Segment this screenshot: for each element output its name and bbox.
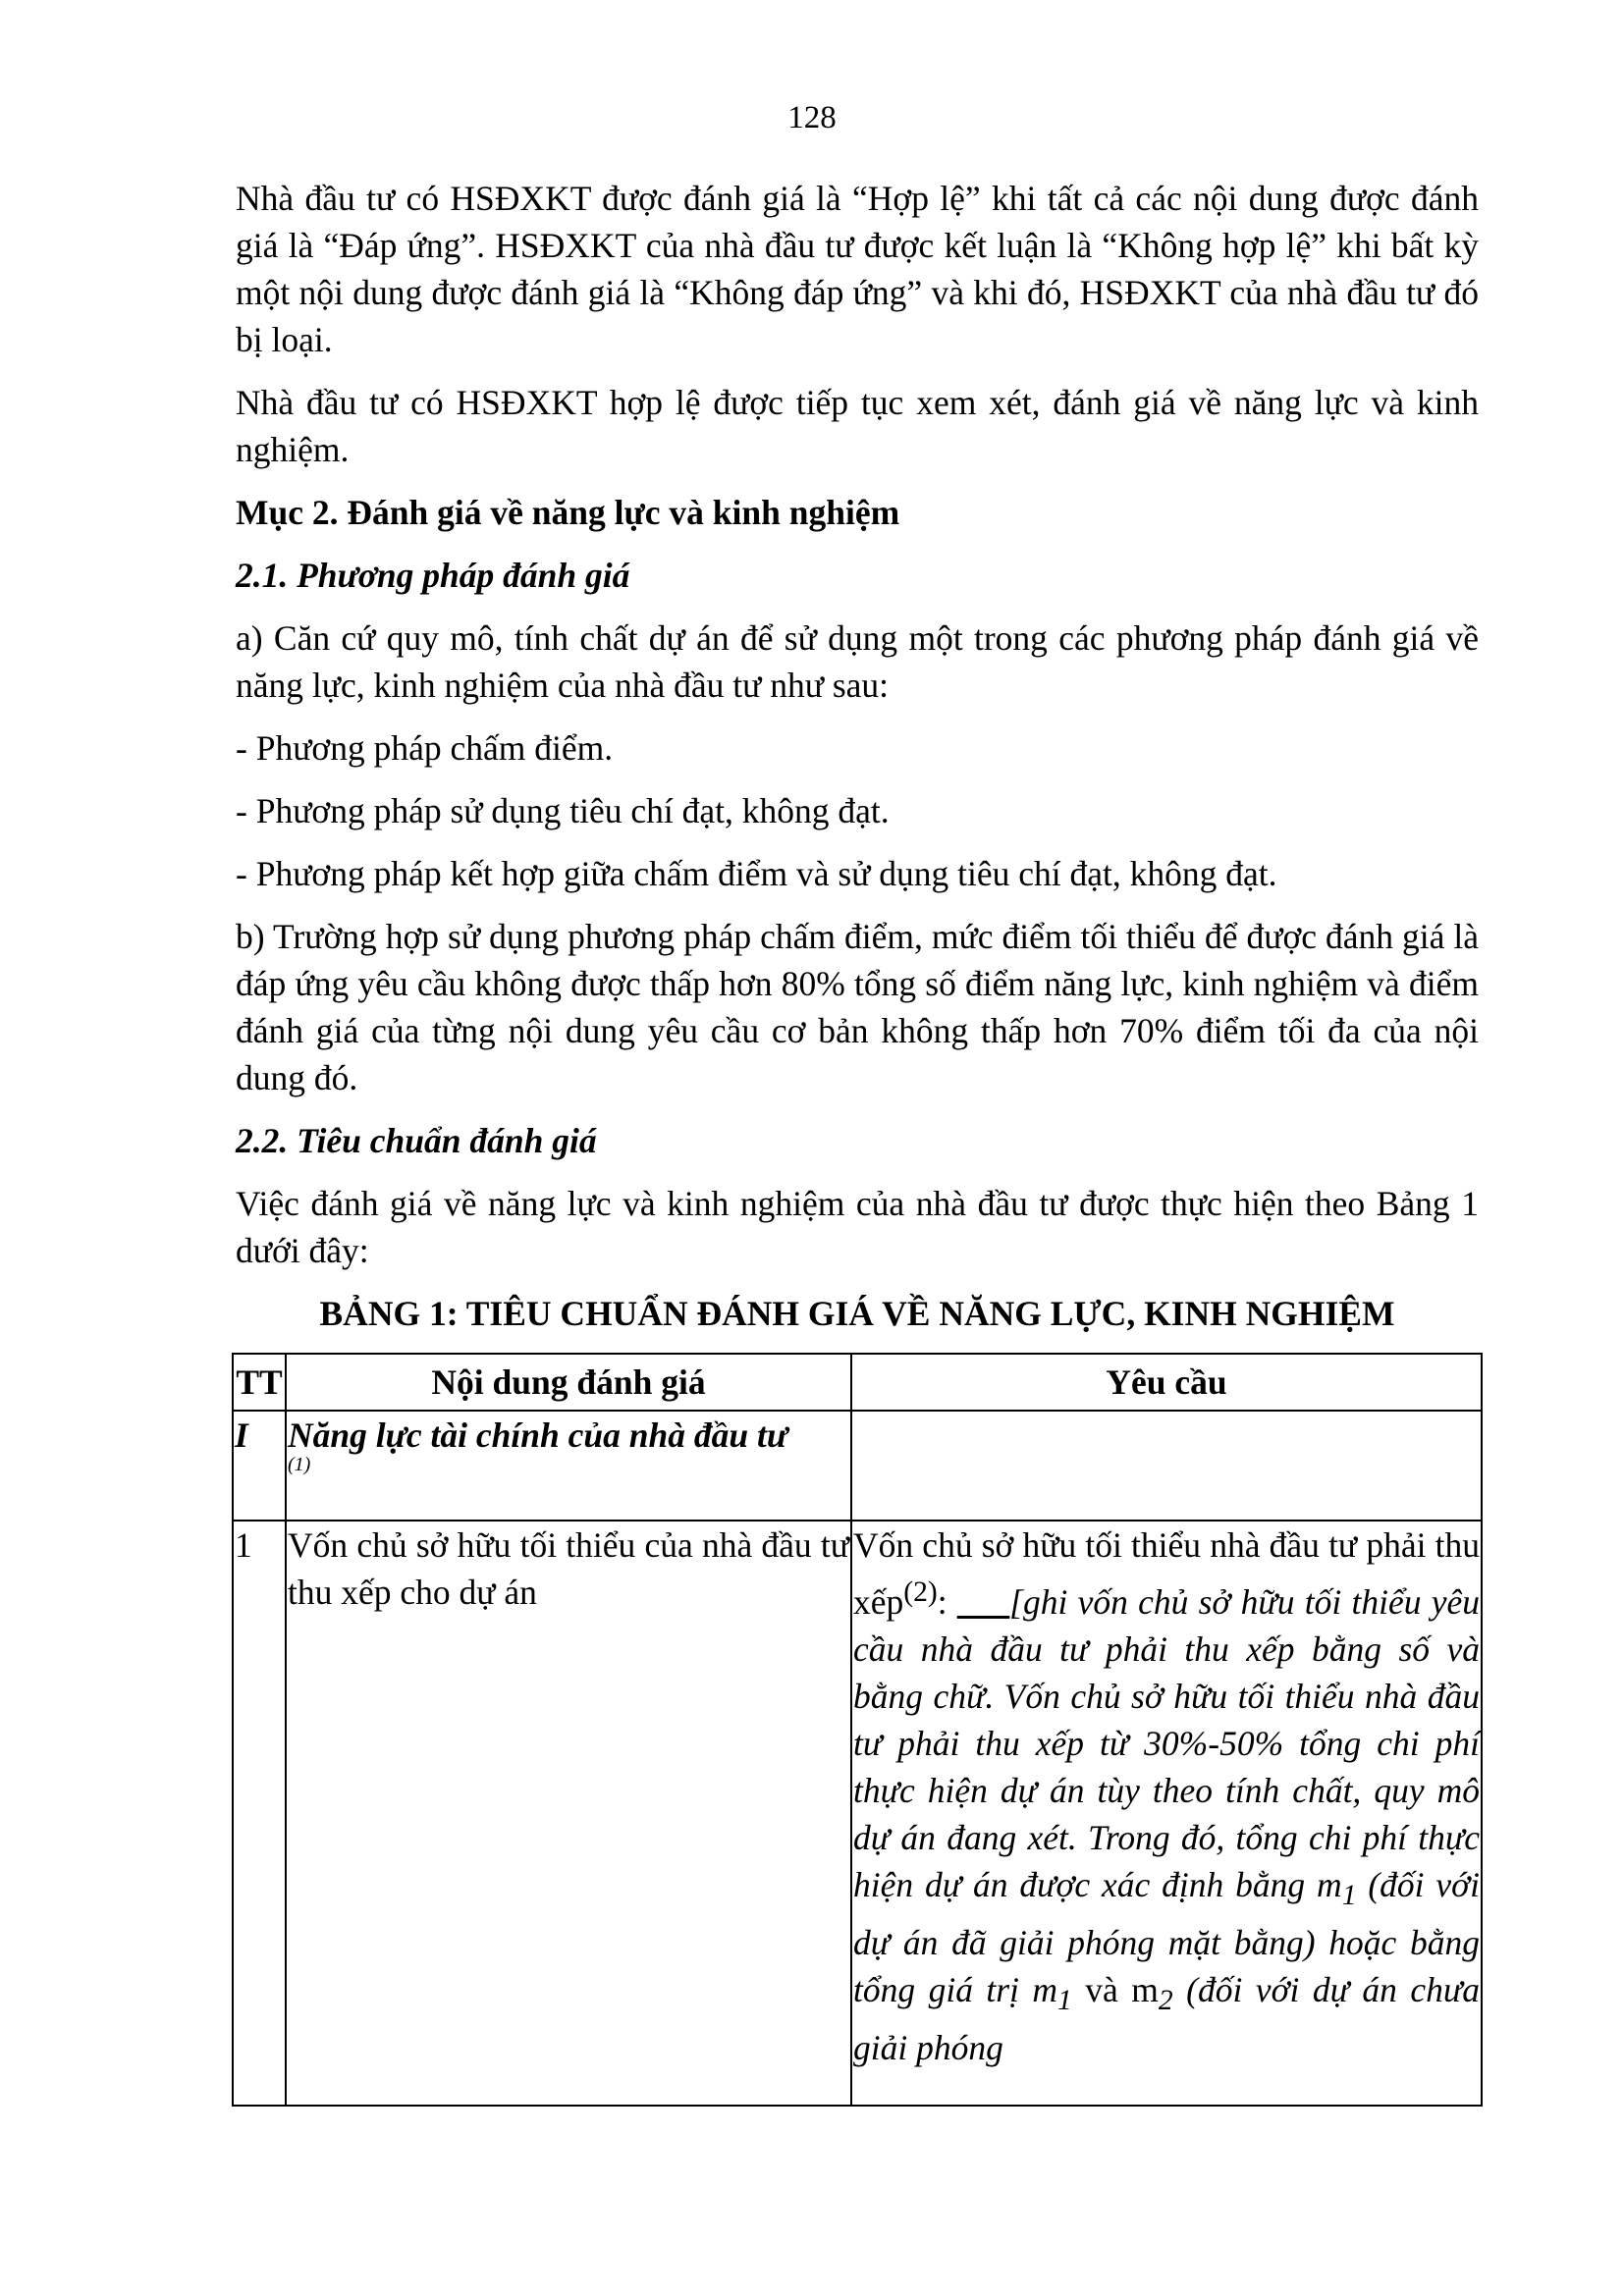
subscript: 1 <box>1057 1985 1072 2017</box>
cell-content <box>286 1411 851 1521</box>
footnote-marker: (1) <box>288 1454 311 1475</box>
table-row <box>233 1411 1482 1521</box>
requirement-lead: Vốn chủ sở hữu tối thiểu nhà đầu tư phải thu xếp <box>853 1525 1480 1622</box>
cell-tt: 1 <box>233 1521 286 2106</box>
requirement-instruction-end: (đối với dự án chưa giải phóng <box>853 1969 1481 2068</box>
table-title: BẢNG 1: TIÊU CHUẨN ĐÁNH GIÁ VỀ NĂNG LỰC, KINH NGHIỆM <box>319 1294 1395 1333</box>
requirement-instruction-cont: (đối với dự án đã giải phóng mặt bằng) hoặc bằng tổng giá trị m <box>853 1864 1480 2009</box>
requirement-instruction: [ghi vốn chủ sở hữu tối thiểu yêu cầu nhà đầu tư phải thu xếp bằng số và bằng chữ. Vốn chủ sở hữu tối thiểu nhà đầu tư phải thu xếp từ 30%-50% tổng chi phí thực hiện dự án tùy theo tính chất, quy mô dự án đang xét. Trong đó, tổng chi phí thực hiện dự án được xác định bằng m <box>853 1581 1480 1904</box>
subscript: 1 <box>1341 1879 1357 1911</box>
table-row <box>233 1521 1482 2106</box>
header-content: Nội dung đánh giá <box>286 1354 851 1411</box>
paragraph-valid-proposal: Nhà đầu tư có HSĐXKT hợp lệ được tiếp tục xem xét, đánh giá về năng lực và kinh nghiệm. <box>236 383 1479 469</box>
section-title: Mục 2. Đánh giá về năng lực và kinh nghiệm <box>236 493 900 532</box>
subsection-2-2-title: 2.2. Tiêu chuẩn đánh giá <box>236 1121 597 1160</box>
paragraph-validity: Nhà đầu tư có HSĐXKT được đánh giá là “Hợp lệ” khi tất cả các nội dung được đánh giá là “Đáp ứng”. HSĐXKT của nhà đầu tư được kết luận là “Không hợp lệ” khi bất kỳ một nội dung được đánh giá là “Không đáp ứng” và khi đó, HSĐXKT của nhà đầu tư đó bị loại. <box>236 179 1479 359</box>
paragraph-b: b) Trường hợp sử dụng phương pháp chấm điểm, mức điểm tối thiểu để được đánh giá là đáp ứng yêu cầu không được thấp hơn 80% tổng số điểm năng lực, kinh nghiệm và điểm đánh giá của từng nội dung yêu cầu cơ bản không thấp hơn 70% điểm tối đa của nội dung đó. <box>236 917 1479 1097</box>
bullet-pass-fail: - Phương pháp sử dụng tiêu chí đạt, không đạt. <box>236 791 890 830</box>
subscript: 2 <box>1158 1985 1173 2017</box>
row-content-text: Năng lực tài chính của nhà đầu tư <box>288 1415 788 1455</box>
paragraph-a: a) Căn cứ quy mô, tính chất dự án để sử dụng một trong các phương pháp đánh giá về năng lực, kinh nghiệm của nhà đầu tư như sau: <box>236 618 1479 705</box>
cell-tt: I <box>233 1411 286 1521</box>
requirement-colon: : <box>937 1581 957 1622</box>
document-body <box>236 175 1479 1351</box>
bullet-combined: - Phương pháp kết hợp giữa chấm điểm và sử dụng tiêu chí đạt, không đạt. <box>236 854 1277 893</box>
footnote-marker: (2) <box>903 1576 938 1608</box>
blank-field: ___ <box>956 1581 1010 1622</box>
paragraph-table-intro: Việc đánh giá về năng lực và kinh nghiệm của nhà đầu tư được thực hiện theo Bảng 1 dưới đây: <box>236 1184 1479 1270</box>
table-header-row <box>233 1354 1482 1411</box>
subsection-2-1-title: 2.1. Phương pháp đánh giá <box>236 556 630 595</box>
cell-requirement <box>851 1521 1482 2106</box>
requirement-and: và m <box>1071 1969 1159 2009</box>
page-number: 128 <box>787 100 837 135</box>
bullet-scoring: - Phương pháp chấm điểm. <box>236 728 614 768</box>
criteria-table <box>232 1353 1483 2107</box>
header-tt: TT <box>233 1354 286 1411</box>
cell-content: Vốn chủ sở hữu tối thiểu của nhà đầu tư thu xếp cho dự án <box>286 1521 851 2106</box>
header-requirement: Yêu cầu <box>851 1354 1482 1411</box>
cell-requirement <box>851 1411 1482 1521</box>
